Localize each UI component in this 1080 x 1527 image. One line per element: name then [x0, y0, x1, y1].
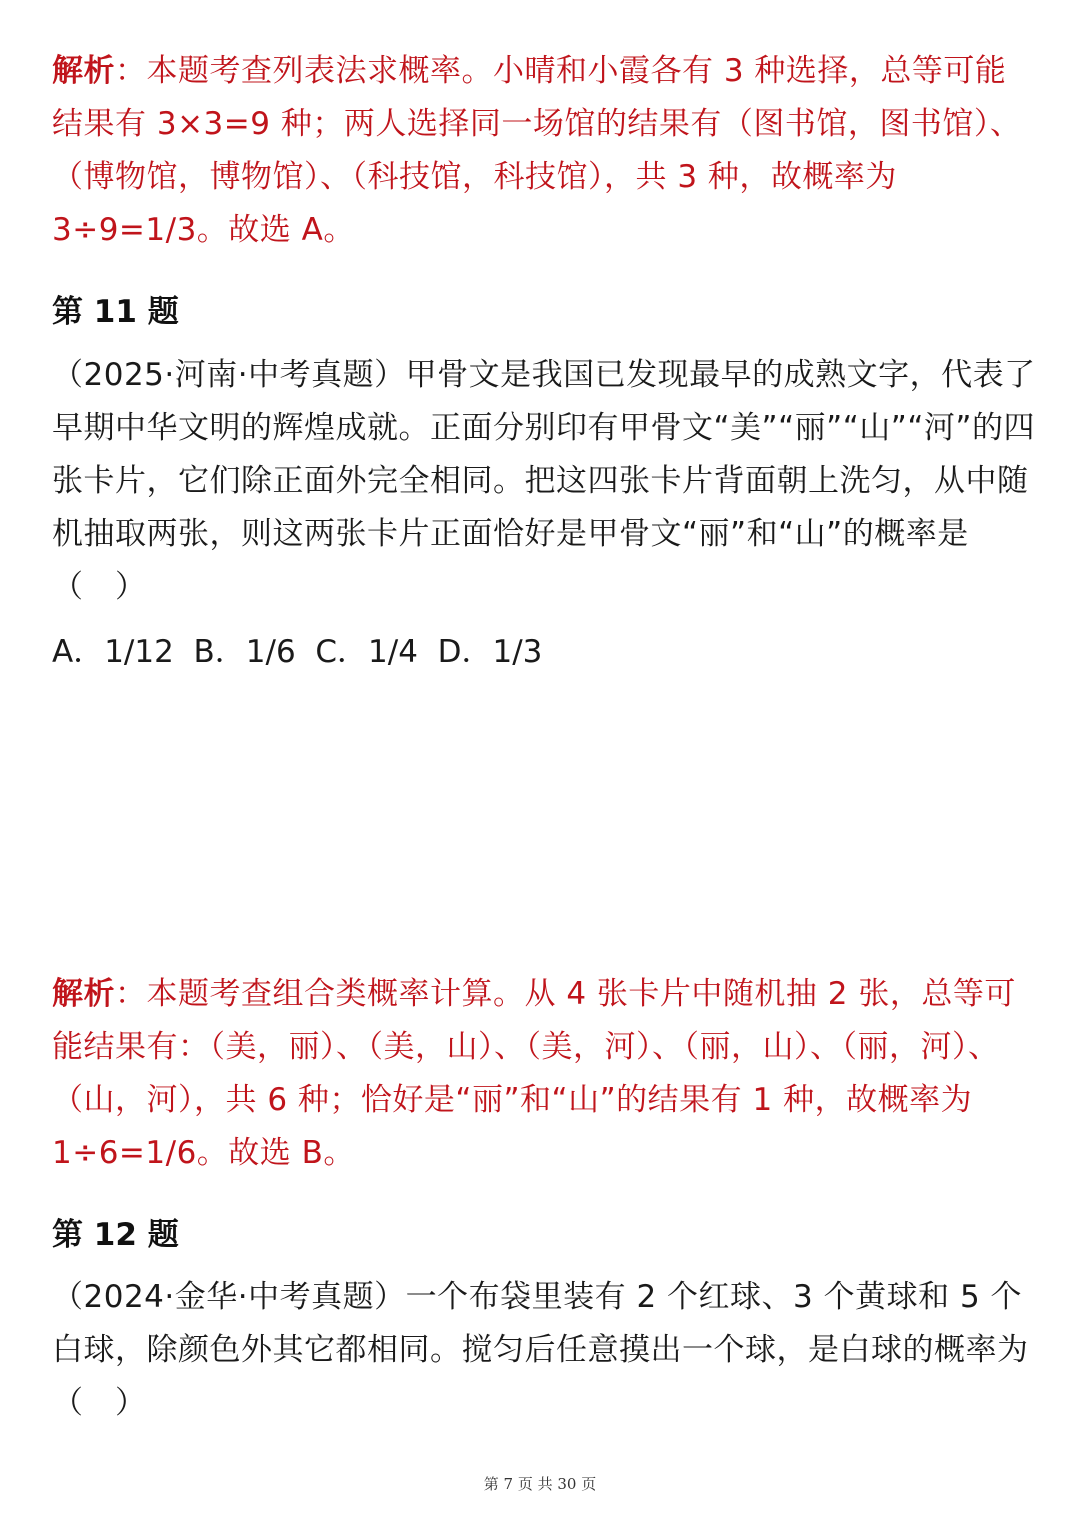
analysis-label: 解析: [52, 976, 115, 1012]
analysis-paragraph-1: [52, 45, 1037, 257]
page-number-footer: 第 7 页 共 30 页: [483, 1475, 597, 1493]
question-11-title: 第 11 题: [52, 294, 179, 330]
analysis-text: ：本题考查组合类概率计算。从 4 张卡片中随机抽 2 张，总等可能结果有：（美，丽）、（美，山）、（美，河）、（丽，山）、（丽，河）、（山，河），共 6 种；恰好是“丽”和“山”的结果有 1 种，故概率为 1÷6=1/6。故选 B。: [52, 976, 1016, 1171]
analysis-label: 解析: [52, 53, 115, 89]
analysis-paragraph-2: [52, 968, 1037, 1180]
question-11-options: A．1/12 B．1/6 C．1/4 D．1/3: [52, 634, 543, 670]
question-12-text: （2024·金华·中考真题）一个布袋里装有 2 个红球、3 个黄球和 5 个白球，除颜色外其它都相同。搅匀后任意摸出一个球，是白球的概率为（ ）: [52, 1279, 1029, 1421]
question-12-title: 第 12 题: [52, 1217, 179, 1253]
analysis-text: ：本题考查列表法求概率。小晴和小霞各有 3 种选择，总等可能结果有 3×3=9 种；两人选择同一场馆的结果有（图书馆，图书馆）、（博物馆，博物馆）、（科技馆，科技馆），共 3 种，故概率为 3÷9=1/3。故选 A。: [52, 53, 1022, 248]
question-11-text: （2025·河南·中考真题）甲骨文是我国已发现最早的成熟文字，代表了早期中华文明的辉煌成就。正面分别印有甲骨文“美”“丽”“山”“河”的四张卡片，它们除正面外完全相同。把这四张卡片背面朝上洗匀，从中随机抽取两张，则这两张卡片正面恰好是甲骨文“丽”和“山”的概率是（ ）: [52, 357, 1036, 605]
